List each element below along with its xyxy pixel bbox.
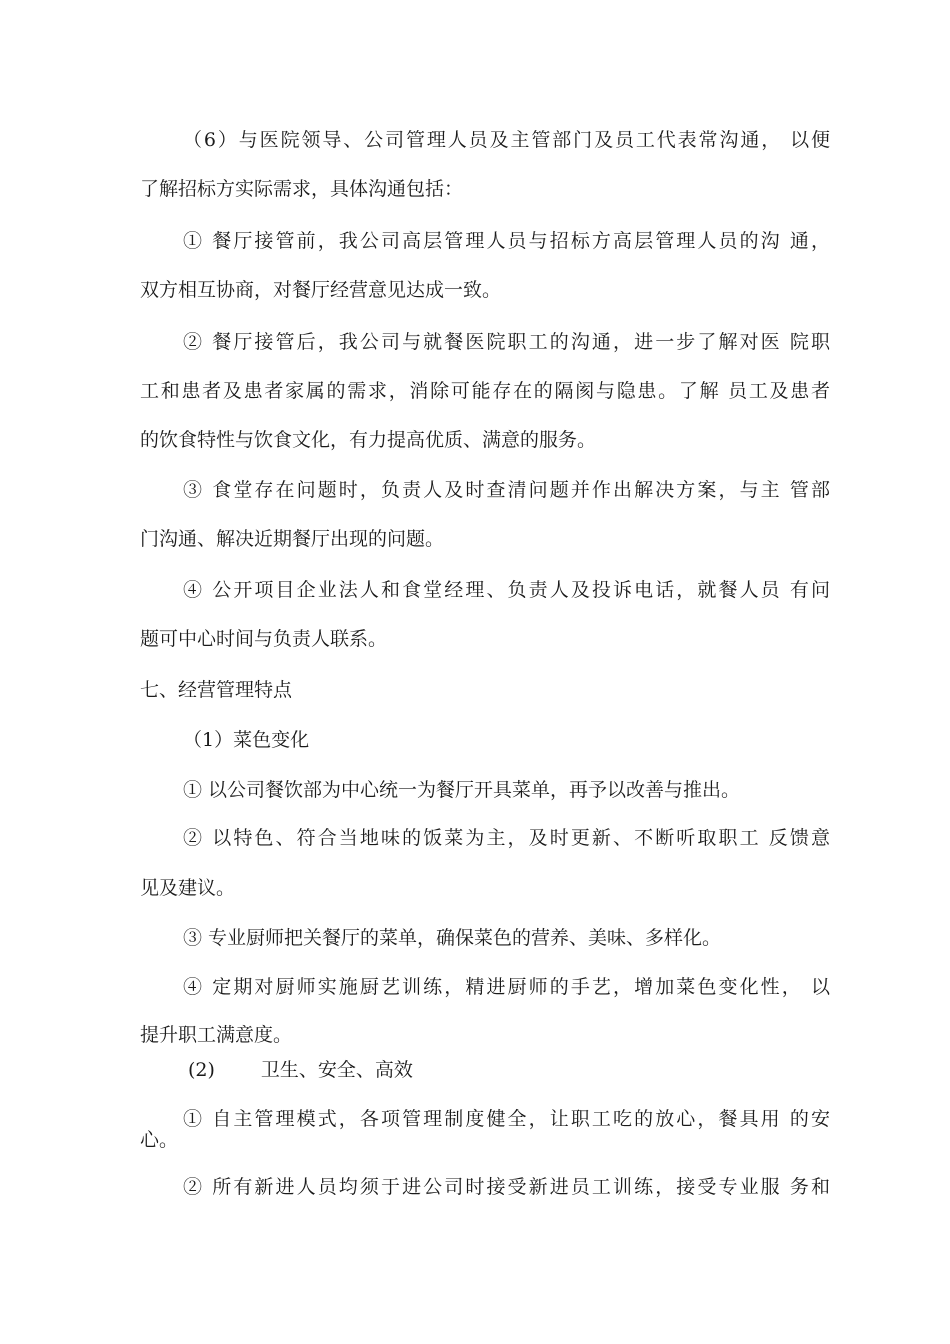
list-item-line: ① 以公司餐饮部为中心统一为餐厅开具菜单，再予以改善与推出。 bbox=[183, 779, 741, 801]
section-heading: 七、经营管理特点 bbox=[140, 679, 293, 701]
paragraph-line: 了解招标方实际需求，具体沟通包括： bbox=[140, 178, 464, 200]
list-item-line: 心。 bbox=[140, 1129, 179, 1151]
list-item-line: ① 餐厅接管前，我公司高层管理人员与招标方高层管理人员的沟 通， bbox=[183, 230, 830, 252]
list-item-line: ② 所有新进人员均须于进公司时接受新进员工训练，接受专业服 务和 bbox=[183, 1176, 830, 1198]
paragraph-line: （6）与医院领导、公司管理人员及主管部门及员工代表常沟通， 以便 bbox=[183, 129, 830, 151]
list-item-line: ③ 专业厨师把关餐厅的菜单，确保菜色的营养、美味、多样化。 bbox=[183, 927, 722, 949]
list-item-line: 双方相互协商，对餐厅经营意见达成一致。 bbox=[140, 279, 502, 301]
list-item-line: ① 自主管理模式，各项管理制度健全，让职工吃的放心，餐具用 的安 bbox=[183, 1108, 830, 1130]
subsection-heading: （1）菜色变化 bbox=[183, 729, 310, 751]
list-item-line: 工和患者及患者家属的需求，消除可能存在的隔阂与隐患。了解 员工及患者 bbox=[140, 380, 830, 402]
list-item-line: ② 餐厅接管后，我公司与就餐医院职工的沟通，进一步了解对医 院职 bbox=[183, 331, 830, 353]
list-item-line: ④ 定期对厨师实施厨艺训练，精进厨师的手艺，增加菜色变化性， 以 bbox=[183, 976, 830, 998]
subsection-heading bbox=[188, 1058, 428, 1082]
list-item-line: ② 以特色、符合当地味的饭菜为主，及时更新、不断听取职工 反馈意 bbox=[183, 827, 830, 849]
subsection-number: (2) bbox=[188, 1059, 215, 1081]
subsection-title: 卫生、安全、高效 bbox=[260, 1059, 413, 1081]
list-item-line: 题可中心时间与负责人联系。 bbox=[140, 628, 388, 650]
list-item-line: 的饮食特性与饮食文化，有力提高优质、满意的服务。 bbox=[140, 429, 597, 451]
list-item-line: 门沟通、解决近期餐厅出现的问题。 bbox=[140, 528, 445, 550]
list-item-line: ④ 公开项目企业法人和食堂经理、负责人及投诉电话，就餐人员 有问 bbox=[183, 579, 830, 601]
list-item-line: ③ 食堂存在问题时，负责人及时查清问题并作出解决方案，与主 管部 bbox=[183, 479, 830, 501]
list-item-line: 提升职工满意度。 bbox=[140, 1024, 293, 1046]
list-item-line: 见及建议。 bbox=[140, 877, 236, 899]
